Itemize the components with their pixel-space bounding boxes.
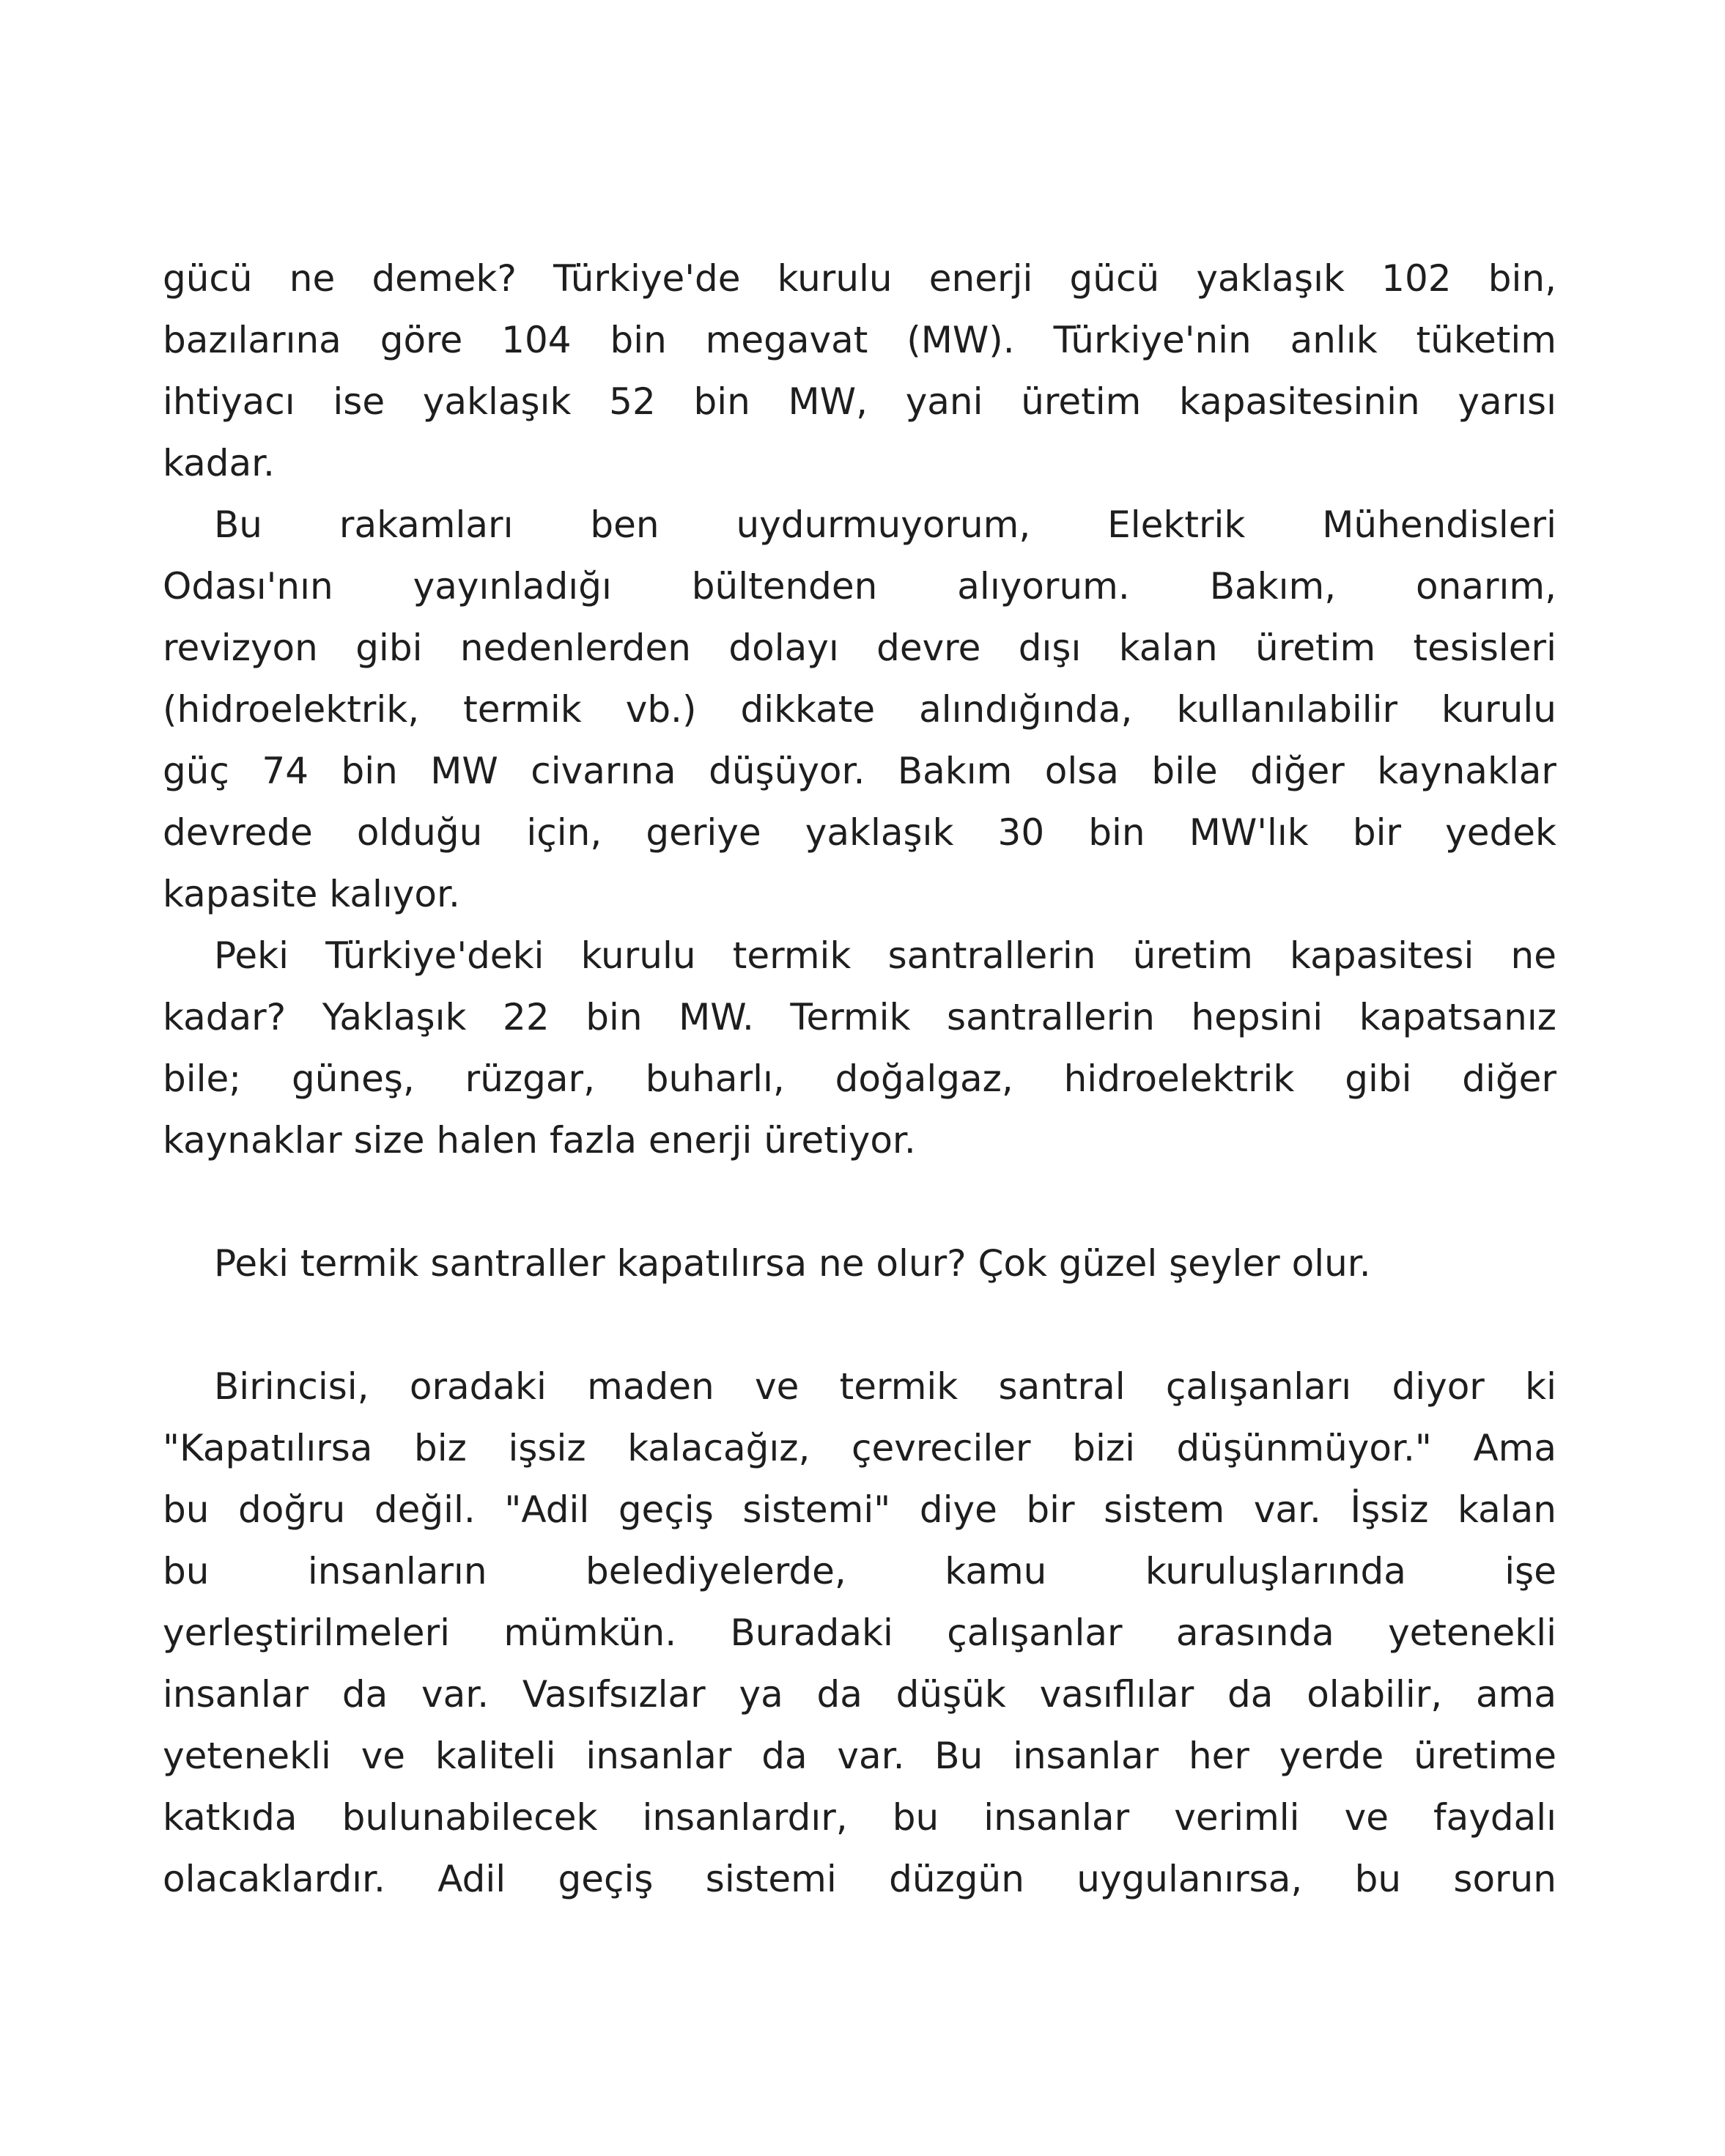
paragraph-spacer bbox=[163, 1171, 1556, 1233]
text-line: bu insanların belediyelerde, kamu kuruluşlarında işe bbox=[163, 1550, 1556, 1592]
text-line: revizyon gibi nedenlerden dolayı devre dışı kalan üretim tesisleri bbox=[163, 627, 1556, 669]
text-line: yerleştirilmeleri mümkün. Buradaki çalışanlar arasında yetenekli bbox=[163, 1612, 1556, 1654]
text-body bbox=[163, 248, 1556, 1910]
text-line: ihtiyacı ise yaklaşık 52 bin MW, yani üretim kapasitesinin yarısı bbox=[163, 380, 1556, 423]
text-line: Birincisi, oradaki maden ve termik santral çalışanları diyor ki bbox=[214, 1365, 1556, 1408]
text-line: Peki Türkiye'deki kurulu termik santrallerin üretim kapasitesi ne bbox=[214, 934, 1556, 977]
text-line: kapasite kalıyor. bbox=[163, 873, 460, 915]
text-line: gücü ne demek? Türkiye'de kurulu enerji gücü yaklaşık 102 bin, bbox=[163, 257, 1556, 300]
paragraph-5 bbox=[163, 1356, 1556, 1910]
text-line: Bu rakamları ben uydurmuyorum, Elektrik Mühendisleri bbox=[214, 503, 1556, 546]
text-line: devrede olduğu için, geriye yaklaşık 30 bin MW'lık bir yedek bbox=[163, 811, 1556, 854]
text-line: bile; güneş, rüzgar, buharlı, doğalgaz, hidroelektrik gibi diğer bbox=[163, 1057, 1556, 1100]
text-line: bu doğru değil. "Adil geçiş sistemi" diye bir sistem var. İşsiz kalan bbox=[163, 1488, 1556, 1531]
text-line: "Kapatılırsa biz işsiz kalacağız, çevreciler bizi düşünmüyor." Ama bbox=[163, 1427, 1556, 1469]
text-line: kadar? Yaklaşık 22 bin MW. Termik santrallerin hepsini kapatsanız bbox=[163, 996, 1556, 1038]
paragraph-spacer bbox=[163, 1294, 1556, 1356]
text-line: kadar. bbox=[163, 442, 275, 484]
text-line: Odası'nın yayınladığı bültenden alıyorum. Bakım, onarım, bbox=[163, 565, 1556, 608]
text-line: insanlar da var. Vasıfsızlar ya da düşük vasıflılar da olabilir, ama bbox=[163, 1673, 1556, 1716]
text-line: güç 74 bin MW civarına düşüyor. Bakım olsa bile diğer kaynaklar bbox=[163, 750, 1556, 792]
text-line: katkıda bulunabilecek insanlardır, bu insanlar verimli ve faydalı bbox=[163, 1796, 1556, 1839]
text-line: Peki termik santraller kapatılırsa ne olur? Çok güzel şeyler olur. bbox=[214, 1242, 1371, 1285]
text-line: bazılarına göre 104 bin megavat (MW). Türkiye'nin anlık tüketim bbox=[163, 319, 1556, 361]
paragraph-4 bbox=[163, 1233, 1556, 1294]
text-line: olacaklardır. Adil geçiş sistemi düzgün uygulanırsa, bu sorun bbox=[163, 1858, 1556, 1900]
paragraph-3 bbox=[163, 925, 1556, 1171]
paragraph-2 bbox=[163, 494, 1556, 925]
text-line: yetenekli ve kaliteli insanlar da var. Bu insanlar her yerde üretime bbox=[163, 1735, 1556, 1777]
paragraph-1 bbox=[163, 248, 1556, 494]
text-line: (hidroelektrik, termik vb.) dikkate alındığında, kullanılabilir kurulu bbox=[163, 688, 1556, 731]
text-line: kaynaklar size halen fazla enerji üretiyor. bbox=[163, 1119, 916, 1162]
